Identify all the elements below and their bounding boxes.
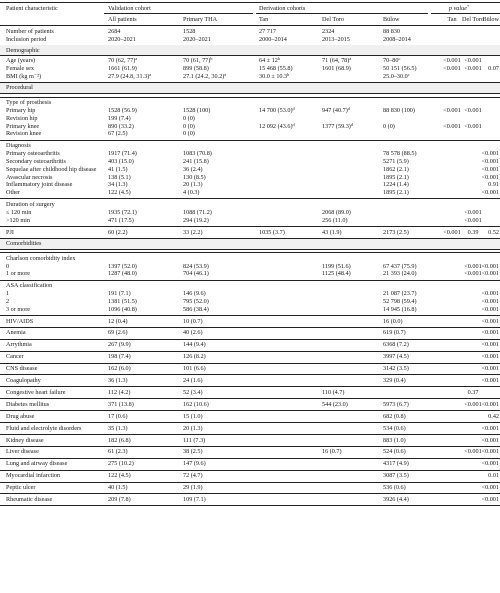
group-label: Charlson comorbidity index [6, 254, 76, 262]
pvalue-p3: <0.001 [481, 365, 499, 373]
pvalue-p3: <0.001 [481, 150, 499, 158]
value-all: 267 (9.9) [108, 341, 131, 349]
footnote-mark: b [277, 56, 280, 62]
value-dt: 544 (23.0) [322, 400, 348, 408]
row-label: 1 or more [6, 270, 31, 278]
value-thr: 130 (8.5) [183, 173, 206, 181]
value-all: 40 (1.5) [108, 484, 128, 492]
group-rule [0, 226, 500, 227]
footnote-mark: d [292, 121, 295, 127]
value-bu: 88 830 [383, 28, 401, 35]
footnote-mark: a [224, 71, 227, 77]
value-thr: 0 (0) [183, 130, 195, 138]
footnote-mark: c [398, 56, 401, 62]
section-heading: Procedural [6, 84, 33, 92]
pvalue-p2: <0.001 [464, 208, 482, 216]
pvalue-p3: <0.001 [481, 353, 499, 361]
value-bu: 25.0–30.0$^c$ [383, 71, 410, 80]
pvalue-p1: <0.001 [443, 107, 461, 114]
value-bu: 1895 (2.1) [383, 173, 409, 181]
value-all: 36 (1.3) [108, 377, 128, 384]
value-all: 275 (10.2) [108, 460, 134, 468]
pvalue-p1: <0.001 [443, 57, 461, 65]
value-all: 1917 (71.4) [108, 150, 137, 158]
pvalue-p2: <0.001 [464, 400, 482, 408]
pvalue-p3: <0.001 [481, 448, 499, 456]
header-bottom-rule [0, 25, 500, 26]
pvalue-p3: <0.001 [481, 424, 499, 432]
value-all: 138 (5.1) [108, 173, 131, 181]
value-thr: 38 (2.5) [183, 448, 203, 456]
top-rule [0, 2, 500, 3]
value-thr: 162 (10.6) [183, 400, 209, 408]
row-label: Coagulopathy [6, 377, 41, 384]
value-thr: 52 (3.4) [183, 388, 203, 396]
pvalue-p1: <0.001 [443, 122, 461, 130]
section-rule [0, 249, 500, 250]
value-all: 122 (4.5) [108, 189, 131, 197]
row-label: Secondary osteoarthritis [6, 157, 66, 165]
row-label: Rheumatic disease [6, 496, 53, 503]
pvalue-p3: <0.001 [481, 329, 499, 337]
value-tan: 2000–2014 [259, 35, 287, 43]
value-tan: 30.0 ± 10.3$^b$ [259, 71, 290, 80]
pvalue-p2: 0.37 [467, 388, 479, 396]
row-label: Peptic ulcer [6, 484, 36, 492]
value-tan: 15 468 (55.8) [259, 65, 293, 73]
value-thr: 40 (2.6) [183, 329, 203, 337]
pvalue-p2: <0.001 [464, 107, 482, 114]
pvalue-underline [431, 13, 500, 14]
pvalue-p3: <0.001 [481, 305, 499, 313]
footnote-mark: c [407, 71, 410, 77]
value-thr: 126 (8.2) [183, 353, 206, 361]
row-label: Kidney disease [6, 436, 44, 444]
value-bu: 70–80$^c$ [383, 56, 401, 65]
row-label: Revision knee [6, 130, 42, 138]
footnote-mark: a [349, 56, 352, 62]
row-label: Revision hip [6, 114, 38, 122]
value-all: 1528 (56.9) [108, 107, 137, 114]
row-label: Primary knee [6, 122, 40, 130]
row-label: 1 [6, 290, 10, 297]
pvalue-p1: <0.001 [443, 228, 461, 236]
value-all: 1287 (48.0) [108, 270, 137, 278]
row-label: Congestive heart failure [6, 388, 66, 396]
row-label: Inclusion period [6, 35, 47, 43]
row-label: Fluid and electrolyte disorders [6, 424, 82, 432]
col-primary-tha: Primary THA [183, 16, 218, 23]
value-thr: 0 (0) [183, 122, 195, 130]
value-thr: 72 (4.7) [183, 472, 203, 480]
value-all: 60 (2.2) [108, 228, 128, 236]
section-rule [0, 55, 500, 56]
pvalue-p3: <0.001 [481, 290, 499, 297]
group-rule [0, 140, 500, 141]
value-bu: 6368 (7.2) [383, 341, 409, 349]
col-bulow: Bülow [383, 16, 400, 23]
value-all: 162 (6.0) [108, 365, 131, 373]
value-all: 35 (1.3) [108, 424, 128, 432]
value-all: 41 (1.5) [108, 165, 128, 173]
pvalue-p3: <0.001 [481, 341, 499, 349]
value-thr: 20 (1.3) [183, 424, 203, 432]
col-all-patients: All patients [108, 16, 137, 23]
section-rule [0, 93, 500, 94]
value-dt: 1601 (68.9) [322, 65, 351, 73]
pvalue-p3: <0.001 [481, 157, 499, 165]
value-bu: 2173 (2.5) [383, 228, 409, 236]
pvalue-p3: 0.01 [488, 472, 499, 480]
value-bu: 536 (0.6) [383, 484, 406, 492]
row-label: Other [6, 189, 21, 197]
row-label: Avascular necrosis [6, 173, 53, 181]
value-bu: 5973 (6.7) [383, 400, 409, 408]
value-bu: 52 798 (59.4) [383, 297, 417, 305]
group-rule [0, 315, 500, 316]
value-thr: 2020–2021 [183, 35, 211, 43]
row-label: CNS disease [6, 365, 38, 373]
pvalue-p2: <0.001 [464, 122, 482, 130]
value-all: 890 (33.2) [108, 122, 134, 130]
row-label: >120 min [6, 216, 30, 224]
p-col-tan: Tan [447, 16, 457, 23]
value-bu: 2008–2014 [383, 35, 411, 43]
footnote-mark: a [149, 71, 152, 77]
row-label: 3 or more [6, 305, 31, 313]
value-thr: 704 (46.1) [183, 270, 209, 278]
pvalue-p3: <0.001 [481, 317, 499, 325]
pvalue-p3: 0.91 [488, 181, 499, 189]
value-bu: 4317 (4.9) [383, 460, 409, 468]
pvalue-p3: 0.07 [488, 65, 499, 73]
value-tan: 1035 (3.7) [259, 228, 285, 236]
pvalue-p3: 0.42 [488, 412, 499, 420]
header-validation-cohort: Validation cohort [108, 5, 151, 12]
pvalue-p3: <0.001 [481, 484, 499, 492]
group-rule [0, 280, 500, 281]
value-all: 27.9 (24.8, 31.3)$^a$ [108, 71, 152, 80]
value-thr: 1083 (70.8) [183, 150, 212, 158]
footnote-mark: a [135, 56, 138, 62]
row-label: Primary hip [6, 107, 36, 114]
group-rule [0, 422, 500, 423]
value-bu: 67 437 (75.9) [383, 262, 417, 270]
group-rule [0, 97, 500, 98]
row-label: Number of patients [6, 28, 54, 35]
row-label: HIV/AIDS [6, 317, 34, 325]
value-all: 182 (6.8) [108, 436, 131, 444]
pvalue-p3: <0.001 [481, 436, 499, 444]
value-bu: 329 (0.4) [383, 377, 406, 384]
pvalue-p2: <0.001 [464, 270, 482, 278]
row-label: Female sex [6, 65, 35, 73]
value-dt: 2324 [322, 28, 335, 35]
value-bu: 0 (0) [383, 122, 395, 130]
value-bu: 21 393 (24.0) [383, 270, 417, 278]
value-dt: 1377 $(59.3)^d$ [322, 121, 353, 130]
row-label: Sequelae after childhood hip disease [6, 165, 97, 173]
value-all: 1935 (72.1) [108, 208, 137, 216]
group-rule [0, 446, 500, 447]
value-thr: 15 (1.0) [183, 412, 203, 420]
value-bu: 88 830 (100) [383, 107, 415, 114]
pvalue-p3: <0.001 [481, 173, 499, 181]
value-tan: 27 717 [259, 28, 277, 35]
value-all: 198 (7.4) [108, 353, 131, 361]
value-dt: 43 (1.9) [322, 228, 342, 236]
value-thr: 144 (9.4) [183, 341, 206, 349]
value-bu: 3926 (4.4) [383, 496, 409, 503]
row-label: Age (years) [6, 57, 36, 65]
value-thr: 20 (1.3) [183, 181, 203, 189]
footnote-mark: d [347, 105, 350, 111]
value-dt: 1125 (48.4) [322, 270, 351, 278]
header-derivation-cohorts: Derivation cohorts [259, 5, 306, 12]
value-all: 112 (4.2) [108, 388, 131, 396]
row-label: Arrythmia [6, 341, 32, 349]
value-dt: 1199 (51.6) [322, 262, 351, 270]
value-all: 12 (0.4) [108, 317, 128, 325]
value-all: 403 (15.0) [108, 157, 134, 165]
value-thr: 33 (2.2) [183, 228, 203, 236]
value-thr: 795 (52.0) [183, 297, 209, 305]
value-bu: 3997 (4.5) [383, 353, 409, 361]
row-label: 2 [6, 297, 10, 305]
value-bu: 5271 (5.9) [383, 157, 409, 165]
value-thr: 70 (61, 77)$^b$ [183, 56, 213, 65]
pvalue-p2: <0.001 [464, 65, 482, 73]
value-bu: 524 (0.6) [383, 448, 406, 456]
value-bu: 1862 (2.1) [383, 165, 409, 173]
header-p-value: p value* [448, 3, 470, 12]
value-bu: 534 (0.6) [383, 424, 406, 432]
pvalue-p3: <0.001 [481, 165, 499, 173]
value-all: 17 (0.6) [108, 412, 128, 420]
p-col-bulow: Bülow [482, 16, 499, 23]
value-all: 1096 (40.8) [108, 305, 137, 313]
pvalue-p3: <0.001 [481, 460, 499, 468]
value-thr: 586 (38.4) [183, 305, 209, 313]
row-label: 0 [6, 262, 10, 270]
row-label: Cancer [6, 353, 24, 361]
pvalue-p3: <0.001 [481, 377, 499, 384]
value-thr: 146 (9.6) [183, 290, 206, 297]
group-rule [0, 339, 500, 340]
group-label: Type of prosthesis [6, 99, 52, 107]
group-rule [0, 198, 500, 199]
value-bu: 682 (0.8) [383, 412, 406, 420]
value-all: 209 (7.8) [108, 496, 131, 503]
section-heading: Comorbidities [6, 239, 42, 247]
pvalue-p2: 0.39 [467, 228, 479, 236]
value-all: 371 (13.8) [108, 400, 134, 408]
row-label: Primary osteoarthritis [6, 150, 60, 158]
group-rule [0, 363, 500, 364]
section-heading: Demographic [6, 46, 40, 54]
value-all: 1381 (51.5) [108, 297, 137, 305]
p-col-del-toro: Del Toro [462, 16, 484, 23]
value-dt: 110 (4.7) [322, 388, 345, 396]
footnote-mark: d [350, 121, 353, 127]
value-thr: 10 (0.7) [183, 317, 203, 325]
pvalue-p3: <0.001 [481, 496, 499, 503]
value-all: 34 (1.3) [108, 181, 128, 189]
value-tan: 12 092 $(43.6)^d$ [259, 121, 295, 130]
value-all: 2684 [108, 28, 121, 35]
value-thr: 4 (0.3) [183, 189, 200, 197]
col-tan: Tan [259, 16, 269, 23]
group-rule [0, 386, 500, 387]
group-rule [0, 482, 500, 483]
value-bu: 50 151 (56.5) [383, 65, 417, 73]
group-rule [0, 374, 500, 375]
group-rule [0, 470, 500, 471]
bottom-rule [0, 505, 500, 506]
value-dt: 947 $(40.7)^d$ [322, 105, 350, 114]
pvalue-p2: <0.001 [464, 262, 482, 270]
value-all: 2020–2021 [108, 35, 136, 43]
value-all: 1397 (52.0) [108, 262, 137, 270]
header-patient-characteristic: Patient characteristic [6, 5, 58, 12]
group-rule [0, 410, 500, 411]
value-all: 471 (17.5) [108, 216, 134, 224]
group-rule [0, 434, 500, 435]
value-thr: 29 (1.9) [183, 484, 203, 492]
value-dt: 2068 (89.0) [322, 208, 351, 216]
value-bu: 78 578 (88.5) [383, 150, 417, 158]
group-rule [0, 327, 500, 328]
value-thr: 241 (15.8) [183, 157, 209, 165]
row-label: BMI (kg m⁻²) [6, 73, 42, 80]
value-tan: $64 \pm 12^b$ [259, 56, 280, 65]
value-dt: 2013–2015 [322, 35, 350, 43]
group-rule [0, 458, 500, 459]
col-del-toro: Del Toro [322, 16, 344, 23]
value-thr: 147 (9.6) [183, 460, 206, 468]
value-all: 122 (4.5) [108, 472, 131, 480]
value-thr: 1528 (100) [183, 107, 211, 114]
value-bu: 3142 (3.5) [383, 365, 409, 373]
value-thr: 1528 [183, 28, 196, 35]
value-bu: 1895 (2.1) [383, 189, 409, 197]
value-all: 191 (7.1) [108, 290, 131, 297]
footnote-mark: b [210, 56, 213, 62]
value-thr: 294 (19.2) [183, 216, 209, 224]
pvalue-p2: <0.001 [464, 216, 482, 224]
row-label: Drug abuse [6, 412, 35, 420]
footnote-mark: d [292, 105, 295, 111]
value-bu: 3087 (3.5) [383, 472, 409, 480]
value-bu: 883 (1.0) [383, 436, 406, 444]
group-rule [0, 398, 500, 399]
row-label: Inflammatory joint disease [6, 181, 73, 189]
pvalue-p3: <0.001 [481, 189, 499, 197]
value-bu: 619 (0.7) [383, 329, 406, 337]
value-dt: 16 (0.7) [322, 448, 342, 456]
pvalue-p3: <0.001 [481, 270, 499, 278]
pvalue-p1: <0.001 [443, 65, 461, 73]
pvalue-p3: <0.001 [481, 400, 499, 408]
value-bu: 14 945 (16.8) [383, 305, 417, 313]
value-thr: 111 (7.3) [183, 436, 206, 444]
validation-underline [104, 13, 253, 14]
value-dt: 256 (11.0) [322, 216, 348, 224]
footnote-mark: * [466, 3, 470, 9]
value-all: 69 (2.6) [108, 329, 128, 337]
value-thr: 899 (58.8) [183, 65, 209, 73]
derivation-underline [256, 13, 428, 14]
pvalue-p2: <0.001 [464, 57, 482, 65]
row-label: Diabetes mellitus [6, 400, 50, 408]
row-label: Lung and airway disease [6, 460, 68, 468]
value-thr: 101 (6.6) [183, 365, 206, 373]
value-thr: 27.1 (24.2, 30.2)$^a$ [183, 71, 227, 80]
pvalue-p3: <0.001 [481, 297, 499, 305]
group-rule [0, 351, 500, 352]
row-label: Liver disease [6, 448, 39, 456]
value-thr: 0 (0) [183, 114, 195, 122]
group-label: Duration of surgery [6, 201, 55, 208]
value-bu: 21 087 (23.7) [383, 290, 417, 297]
value-bu: 16 (0.0) [383, 317, 403, 325]
value-thr: 36 (2.4) [183, 165, 203, 173]
group-label: Diagnosis [6, 142, 31, 150]
group-label: ASA classification [6, 282, 53, 290]
row-label: Anemia [6, 329, 26, 337]
value-all: 61 (2.3) [108, 448, 128, 456]
pvalue-p3: 0.52 [488, 228, 499, 236]
group-rule [0, 493, 500, 494]
row-label: Myocardial infarction [6, 472, 61, 480]
value-all: 70 (62, 77)$^a$ [108, 56, 138, 65]
pvalue-p2: <0.001 [464, 448, 482, 456]
value-thr: 824 (53.9) [183, 262, 209, 270]
value-thr: 1088 (71.2) [183, 208, 212, 216]
row-label: PJI [6, 228, 14, 236]
value-thr: 109 (7.1) [183, 496, 206, 503]
value-all: 199 (7.4) [108, 114, 131, 122]
value-tan: 14 700 $(53.0)^d$ [259, 105, 295, 114]
value-thr: 24 (1.6) [183, 377, 203, 384]
footnote-mark: b [287, 71, 290, 77]
value-bu: 1224 (1.4) [383, 181, 409, 189]
row-label: ≤ 120 min [6, 208, 32, 216]
group-rule [0, 252, 500, 253]
pvalue-p3: <0.001 [481, 262, 499, 270]
value-all: 67 (2.5) [108, 130, 128, 138]
value-all: 1661 (61.9) [108, 65, 137, 73]
value-dt: 71 (64, 78)$^a$ [322, 56, 352, 65]
